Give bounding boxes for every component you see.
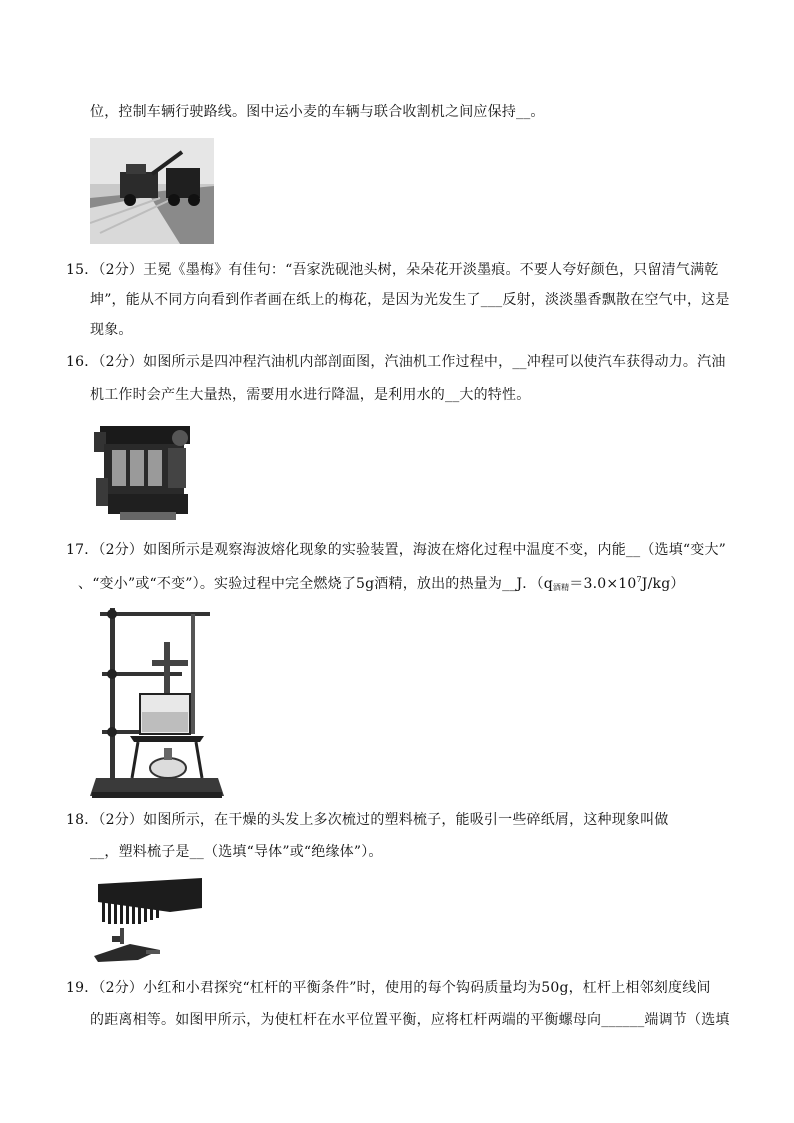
q14-end: 。 xyxy=(530,104,545,120)
q18-line2: __，塑料梳子是__（选填“导体”或“绝缘体”）。 xyxy=(90,844,383,860)
q19-line2: 的距离相等。如图甲所示，为使杠杆在水平位置平衡，应将杠杆两端的平衡螺母向______端调节（选填 xyxy=(90,1012,730,1028)
q15-line2: 坤”，能从不同方向看到作者画在纸上的梅花，是因为光发生了___反射，淡淡墨香飘散在空气中，这是 xyxy=(90,292,730,308)
q18-line1: 18．（2分）如图所示，在干燥的头发上多次梳过的塑料梳子，能吸引一些碎纸屑，这种现象叫做 xyxy=(66,812,669,828)
q19-line1: 19．（2分）小红和小君探究“杠杆的平衡条件”时，使用的每个钩码质量均为50g，杠杆上相邻刻度线间 xyxy=(66,980,711,996)
q17-line2 xyxy=(78,570,685,598)
comb-paper-image xyxy=(90,878,202,964)
q14-line: 位，控制车辆行驶路线。图中运小麦的车辆与联合收割机之间应保持 xyxy=(90,104,516,120)
harvester-photo xyxy=(90,138,214,244)
q17-line2c: J/kg） xyxy=(641,576,685,592)
q15-line3: 现象。 xyxy=(90,322,133,338)
q16-line1: 16．（2分）如图所示是四冲程汽油机内部剖面图，汽油机工作过程中，__冲程可以使汽车获得动力。汽油 xyxy=(66,354,726,370)
q16-line2: 机工作时会产生大量热，需要用水进行降温，是利用水的__大的特性。 xyxy=(90,387,531,403)
q14-blank: __ xyxy=(516,104,531,120)
q14-text xyxy=(90,102,545,122)
q17-subscript: 酒精 xyxy=(552,583,570,592)
q17-line1: 17．（2分）如图所示是观察海波熔化现象的实验装置，海波在熔化过程中温度不变，内能__（选填“变大” xyxy=(66,542,727,558)
q15-line1: 15．（2分）王冕《墨梅》有佳句：“吾家洗砚池头树，朵朵花开淡墨痕。不要人夸好颜色，只留清气满乾 xyxy=(66,262,719,278)
q17-line2b: ＝3.0×10 xyxy=(569,576,637,592)
q17-line2a: 、“变小”或“不变”）。实验过程中完全燃烧了5g酒精，放出的热量为__J．（q xyxy=(78,576,553,592)
melting-apparatus-image xyxy=(90,602,224,800)
q17-superscript: 7 xyxy=(636,575,642,584)
engine-cutaway-image xyxy=(90,418,198,522)
